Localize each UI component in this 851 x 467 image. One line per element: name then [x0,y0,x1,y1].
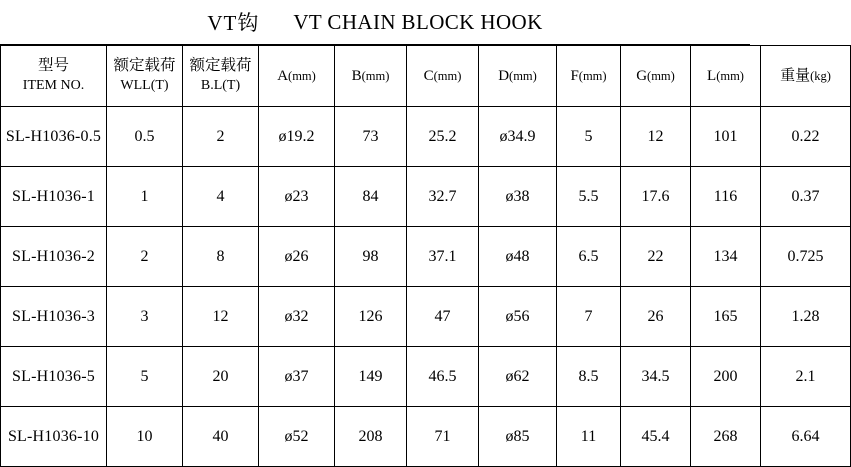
cell-bl: 12 [183,287,259,347]
cell-b: 149 [335,347,407,407]
cell-wll: 0.5 [107,107,183,167]
cell-f: 11 [557,407,621,467]
cell-c: 71 [407,407,479,467]
table-row [1,407,851,467]
cell-bl: 20 [183,347,259,407]
column-header-f: F(mm) [557,46,621,107]
cell-d: ø38 [479,167,557,227]
column-header-l: L(mm) [691,46,761,107]
cell-weight: 0.725 [761,227,851,287]
cell-wll: 3 [107,287,183,347]
cell-model: SL-H1036-5 [1,347,107,407]
column-header-weight: 重量(kg) [761,46,851,107]
cell-g: 34.5 [621,347,691,407]
cell-model: SL-H1036-0.5 [1,107,107,167]
table-row [1,287,851,347]
cell-g: 26 [621,287,691,347]
column-header-d: D(mm) [479,46,557,107]
cell-a: ø26 [259,227,335,287]
cell-wll: 1 [107,167,183,227]
specification-table [0,45,851,467]
cell-c: 32.7 [407,167,479,227]
cell-a: ø19.2 [259,107,335,167]
cell-bl: 2 [183,107,259,167]
cell-a: ø52 [259,407,335,467]
cell-weight: 1.28 [761,287,851,347]
cell-weight: 0.37 [761,167,851,227]
cell-b: 73 [335,107,407,167]
cell-b: 208 [335,407,407,467]
cell-d: ø56 [479,287,557,347]
cell-l: 134 [691,227,761,287]
column-header-a: A(mm) [259,46,335,107]
cell-c: 37.1 [407,227,479,287]
table-row [1,107,851,167]
cell-model: SL-H1036-2 [1,227,107,287]
column-header-b: B(mm) [335,46,407,107]
cell-f: 6.5 [557,227,621,287]
cell-g: 12 [621,107,691,167]
cell-l: 101 [691,107,761,167]
cell-wll: 5 [107,347,183,407]
column-header-c: C(mm) [407,46,479,107]
cell-g: 45.4 [621,407,691,467]
page-title-cn: VT钩 [207,11,260,35]
table-row [1,347,851,407]
cell-l: 165 [691,287,761,347]
cell-g: 17.6 [621,167,691,227]
cell-a: ø23 [259,167,335,227]
cell-f: 7 [557,287,621,347]
cell-b: 126 [335,287,407,347]
cell-model: SL-H1036-3 [1,287,107,347]
cell-weight: 0.22 [761,107,851,167]
cell-wll: 10 [107,407,183,467]
column-header-wll: 额定载荷 WLL(T) [107,46,183,107]
column-header-model: 型号 ITEM NO. [1,46,107,107]
column-header-bl: 额定载荷 B.L(T) [183,46,259,107]
cell-d: ø62 [479,347,557,407]
cell-f: 8.5 [557,347,621,407]
cell-l: 116 [691,167,761,227]
cell-b: 98 [335,227,407,287]
cell-bl: 8 [183,227,259,287]
cell-weight: 2.1 [761,347,851,407]
cell-g: 22 [621,227,691,287]
cell-l: 268 [691,407,761,467]
cell-d: ø85 [479,407,557,467]
column-header-g: G(mm) [621,46,691,107]
cell-a: ø37 [259,347,335,407]
title-bar [0,0,750,45]
cell-wll: 2 [107,227,183,287]
cell-bl: 40 [183,407,259,467]
cell-l: 200 [691,347,761,407]
cell-c: 25.2 [407,107,479,167]
cell-weight: 6.64 [761,407,851,467]
table-header-row [1,46,851,107]
cell-bl: 4 [183,167,259,227]
cell-f: 5.5 [557,167,621,227]
cell-c: 47 [407,287,479,347]
cell-d: ø34.9 [479,107,557,167]
cell-f: 5 [557,107,621,167]
page-title-en: VT CHAIN BLOCK HOOK [293,9,543,34]
cell-b: 84 [335,167,407,227]
cell-c: 46.5 [407,347,479,407]
table-row [1,227,851,287]
cell-model: SL-H1036-10 [1,407,107,467]
cell-model: SL-H1036-1 [1,167,107,227]
table-row [1,167,851,227]
cell-a: ø32 [259,287,335,347]
cell-d: ø48 [479,227,557,287]
